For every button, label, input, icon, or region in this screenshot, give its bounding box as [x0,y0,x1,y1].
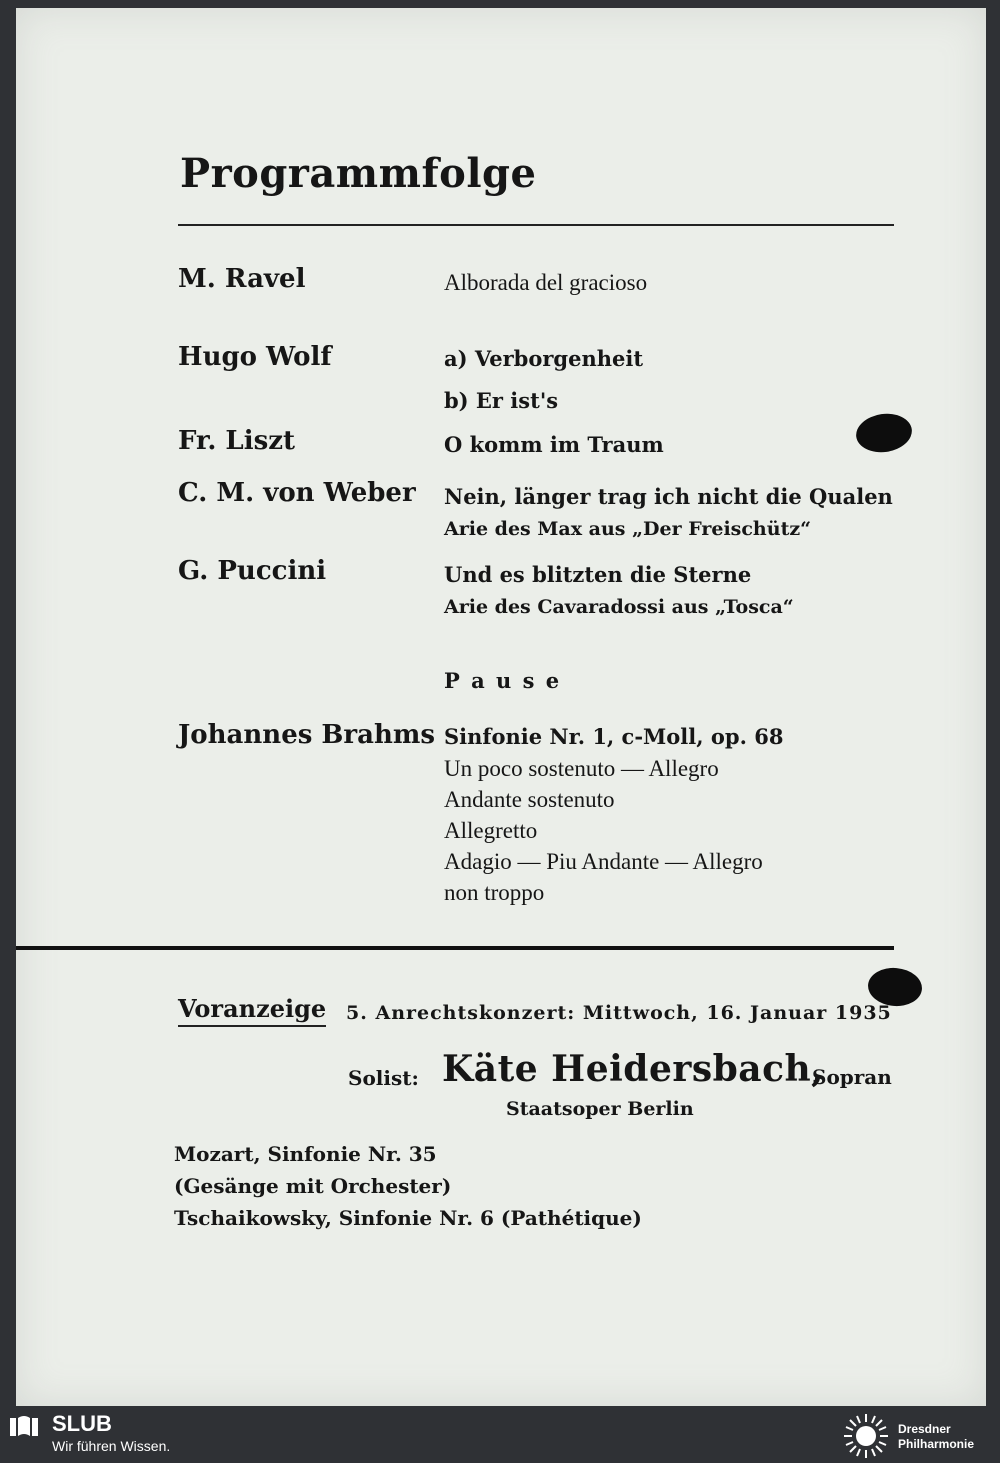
soloist-voice: Sopran [812,1065,892,1089]
work-brahms-mvt1: Un poco sostenuto — Allegro [444,756,719,781]
page-title: Programmfolge [180,150,537,197]
work-liszt: O komm im Traum [444,432,664,457]
work-brahms-mvt4: Adagio — Piu Andante — Allegro [444,849,763,874]
work-brahms-mvt4-cont: non troppo [444,880,545,905]
composer-wolf: Hugo Wolf [178,342,332,372]
composer-ravel: M. Ravel [178,264,306,294]
work-ravel: Alborada del gracioso [444,270,648,295]
philharmonie-logo-icon [842,1412,890,1460]
soloist-label: Solist: [348,1066,419,1090]
slub-logo-icon [10,1414,38,1436]
preview-program-line: Mozart, Sinfonie Nr. 35 [174,1142,437,1166]
preview-concert-info: 5. Anrechtskonzert: Mittwoch, 16. Januar 1935 [346,1002,892,1024]
composer-liszt: Fr. Liszt [178,426,295,456]
composer-puccini: G. Puccini [178,556,327,586]
composer-brahms: Johannes Brahms [178,720,436,750]
preview-program-line: (Gesänge mit Orchester) [174,1174,452,1198]
work-brahms-mvt2: Andante sostenuto [444,787,615,812]
work-weber-sub: Arie des Max aus „Der Freischütz“ [444,518,812,540]
partner-name-line1: Dresdner [898,1422,951,1436]
soloist-name: Käte Heidersbach, [442,1048,825,1090]
slub-tagline: Wir führen Wissen. [52,1438,171,1454]
soloist-affiliation: Staatsoper Berlin [506,1098,694,1120]
work-wolf-b: b) Er ist's [444,388,559,413]
title-divider [178,224,894,226]
work-puccini: Und es blitzten die Sterne [444,562,752,587]
intermission-label: P a u s e [444,668,562,693]
concert-program-page [16,8,986,1406]
partner-name-line2: Philharmonie [898,1437,975,1451]
work-brahms-mvt3: Allegretto [444,818,538,843]
work-wolf-a: a) Verborgenheit [444,346,644,371]
composer-weber: C. M. von Weber [178,478,416,508]
preview-program-line: Tschaikowsky, Sinfonie Nr. 6 (Pathétique) [174,1206,642,1230]
work-weber: Nein, länger trag ich nicht die Qualen [444,484,893,509]
section-divider [16,946,894,950]
work-puccini-sub: Arie des Cavaradossi aus „Tosca“ [444,596,794,618]
preview-label: Voranzeige [178,994,326,1027]
punch-hole [854,410,915,455]
slub-name: SLUB [52,1411,112,1436]
work-brahms: Sinfonie Nr. 1, c-Moll, op. 68 [444,724,784,749]
